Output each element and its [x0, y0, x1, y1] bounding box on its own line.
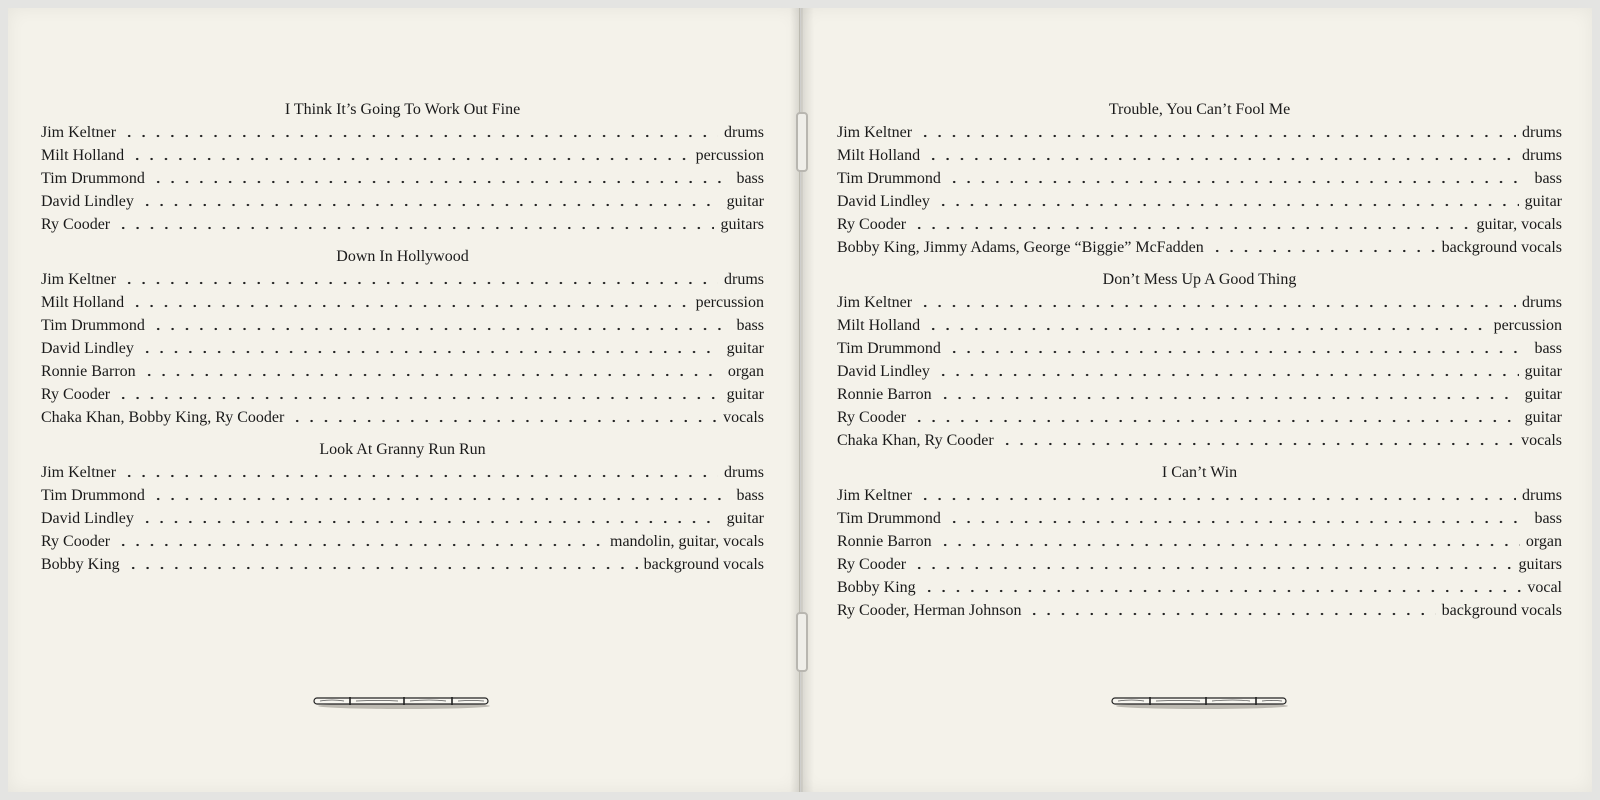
credit-row [837, 360, 1562, 383]
instrument: drums [1522, 487, 1562, 504]
dot-leader [140, 350, 721, 354]
dot-leader [116, 543, 604, 547]
musician-name: Ry Cooder [41, 216, 111, 233]
credit-row [41, 144, 764, 167]
instrument: organ [1525, 533, 1562, 550]
song-block [837, 268, 1562, 452]
dot-leader [290, 419, 717, 423]
credit-row [837, 337, 1562, 360]
bamboo-ornament-icon [1110, 695, 1290, 709]
credit-row [41, 461, 764, 484]
instrument: background vocals [1441, 239, 1562, 256]
musician-name: David Lindley [41, 340, 134, 357]
instrument: organ [727, 363, 764, 380]
musician-name: Milt Holland [41, 147, 125, 164]
song-block [837, 461, 1562, 622]
song-title: Don’t Mess Up A Good Thing [1102, 271, 1297, 288]
dot-leader [130, 304, 689, 308]
instrument: bass [1534, 340, 1562, 357]
credit-row [837, 530, 1562, 553]
credit-row [41, 337, 764, 360]
dot-leader [938, 543, 1520, 547]
dot-leader [116, 396, 721, 400]
musician-name: Chaka Khan, Ry Cooder [837, 432, 994, 449]
dot-leader [912, 566, 1512, 570]
song-title: Trouble, You Can’t Fool Me [1108, 101, 1291, 118]
musician-name: Jim Keltner [41, 464, 117, 481]
instrument: guitar [1524, 386, 1562, 403]
dot-leader [122, 474, 718, 478]
instrument: guitar [726, 193, 764, 210]
right-credits-column [837, 98, 1562, 622]
musician-name: Milt Holland [837, 317, 921, 334]
dot-leader [918, 497, 1516, 501]
instrument: drums [1522, 147, 1562, 164]
musician-name: Jim Keltner [837, 124, 913, 141]
song-block [837, 98, 1562, 259]
musician-name: Ry Cooder [41, 386, 111, 403]
dot-leader [151, 497, 731, 501]
credit-row [837, 507, 1562, 530]
credit-row [41, 121, 764, 144]
credit-row [41, 291, 764, 314]
dot-leader [140, 520, 721, 524]
staple [796, 112, 808, 172]
dot-leader [116, 226, 714, 230]
instrument: vocal [1527, 579, 1562, 596]
instrument: guitar [726, 340, 764, 357]
song-title: I Think It’s Going To Work Out Fine [284, 101, 521, 118]
dot-leader [926, 327, 1487, 331]
instrument: percussion [1493, 317, 1562, 334]
musician-name: Tim Drummond [837, 510, 941, 527]
dot-leader [1027, 612, 1435, 616]
instrument: background vocals [1441, 602, 1562, 619]
dot-leader [947, 520, 1529, 524]
credit-row [41, 268, 764, 291]
dot-leader [142, 373, 722, 377]
musician-name: Tim Drummond [41, 170, 145, 187]
instrument: guitar [1524, 409, 1562, 426]
credit-row [41, 406, 764, 429]
dot-leader [1000, 442, 1515, 446]
credit-row [41, 553, 764, 576]
credit-row [837, 553, 1562, 576]
dot-leader [912, 419, 1519, 423]
dot-leader [126, 566, 638, 570]
song-block [41, 98, 764, 236]
instrument: vocals [723, 409, 764, 426]
musician-name: Ronnie Barron [837, 533, 932, 550]
credit-row [837, 291, 1562, 314]
musician-name: Ry Cooder [837, 216, 907, 233]
credit-row [41, 167, 764, 190]
dot-leader [918, 304, 1516, 308]
dot-leader [140, 203, 721, 207]
instrument: guitar [1524, 193, 1562, 210]
instrument: guitars [1518, 556, 1562, 573]
instrument: drums [1522, 124, 1562, 141]
musician-name: Bobby King [837, 579, 916, 596]
credit-row [837, 429, 1562, 452]
staple [796, 612, 808, 672]
left-credits-column [41, 98, 764, 576]
instrument: guitars [720, 216, 764, 233]
dot-leader [936, 203, 1519, 207]
song-title: I Can’t Win [1161, 464, 1238, 481]
song-title: Look At Granny Run Run [319, 441, 486, 458]
instrument: bass [736, 317, 764, 334]
credit-row [41, 383, 764, 406]
instrument: bass [1534, 170, 1562, 187]
credit-row [41, 314, 764, 337]
musician-name: Ry Cooder, Herman Johnson [837, 602, 1022, 619]
instrument: drums [724, 271, 764, 288]
musician-name: Milt Holland [41, 294, 125, 311]
credit-row [837, 406, 1562, 429]
instrument: guitar [726, 510, 764, 527]
credit-row [41, 190, 764, 213]
dot-leader [918, 134, 1516, 138]
song-block [41, 245, 764, 429]
instrument: guitar [1524, 363, 1562, 380]
instrument: bass [736, 487, 764, 504]
musician-name: Milt Holland [837, 147, 921, 164]
dot-leader [912, 226, 1470, 230]
credit-row [837, 599, 1562, 622]
credit-row [837, 213, 1562, 236]
instrument: percussion [695, 147, 764, 164]
musician-name: Bobby King [41, 556, 120, 573]
credit-row [41, 507, 764, 530]
musician-name: Ry Cooder [837, 409, 907, 426]
musician-name: Jim Keltner [41, 124, 117, 141]
musician-name: David Lindley [41, 193, 134, 210]
musician-name: Jim Keltner [837, 487, 913, 504]
credit-row [837, 576, 1562, 599]
credit-row [837, 484, 1562, 507]
credit-row [41, 213, 764, 236]
dot-leader [938, 396, 1519, 400]
musician-name: Tim Drummond [837, 340, 941, 357]
dot-leader [947, 350, 1529, 354]
instrument: vocals [1521, 432, 1562, 449]
instrument: bass [1534, 510, 1562, 527]
musician-name: Bobby King, Jimmy Adams, George “Biggie” McFadden [837, 239, 1204, 256]
instrument: drums [724, 124, 764, 141]
musician-name: Jim Keltner [41, 271, 117, 288]
song-block [41, 438, 764, 576]
dot-leader [151, 327, 731, 331]
dot-leader [122, 134, 718, 138]
credit-row [41, 360, 764, 383]
musician-name: Tim Drummond [837, 170, 941, 187]
instrument: background vocals [643, 556, 764, 573]
musician-name: Ry Cooder [41, 533, 111, 550]
credit-row [837, 314, 1562, 337]
instrument: bass [736, 170, 764, 187]
musician-name: Ronnie Barron [41, 363, 136, 380]
credit-row [837, 236, 1562, 259]
dot-leader [936, 373, 1519, 377]
musician-name: David Lindley [837, 193, 930, 210]
instrument: drums [724, 464, 764, 481]
credit-row [837, 190, 1562, 213]
musician-name: David Lindley [837, 363, 930, 380]
bamboo-ornament-icon [312, 695, 492, 709]
instrument: drums [1522, 294, 1562, 311]
musician-name: Chaka Khan, Bobby King, Ry Cooder [41, 409, 285, 426]
musician-name: Ry Cooder [837, 556, 907, 573]
song-title: Down In Hollywood [336, 248, 469, 265]
dot-leader [922, 589, 1522, 593]
instrument: mandolin, guitar, vocals [610, 533, 764, 550]
dot-leader [130, 157, 689, 161]
dot-leader [947, 180, 1529, 184]
credit-row [41, 484, 764, 507]
musician-name: David Lindley [41, 510, 134, 527]
credit-row [837, 121, 1562, 144]
musician-name: Ronnie Barron [837, 386, 932, 403]
credit-row [837, 167, 1562, 190]
dot-leader [926, 157, 1516, 161]
instrument: percussion [695, 294, 764, 311]
credit-row [837, 144, 1562, 167]
musician-name: Tim Drummond [41, 487, 145, 504]
dot-leader [1210, 249, 1436, 253]
instrument: guitar [726, 386, 764, 403]
musician-name: Jim Keltner [837, 294, 913, 311]
dot-leader [151, 180, 731, 184]
credit-row [837, 383, 1562, 406]
instrument: guitar, vocals [1476, 216, 1562, 233]
musician-name: Tim Drummond [41, 317, 145, 334]
dot-leader [122, 281, 718, 285]
credit-row [41, 530, 764, 553]
